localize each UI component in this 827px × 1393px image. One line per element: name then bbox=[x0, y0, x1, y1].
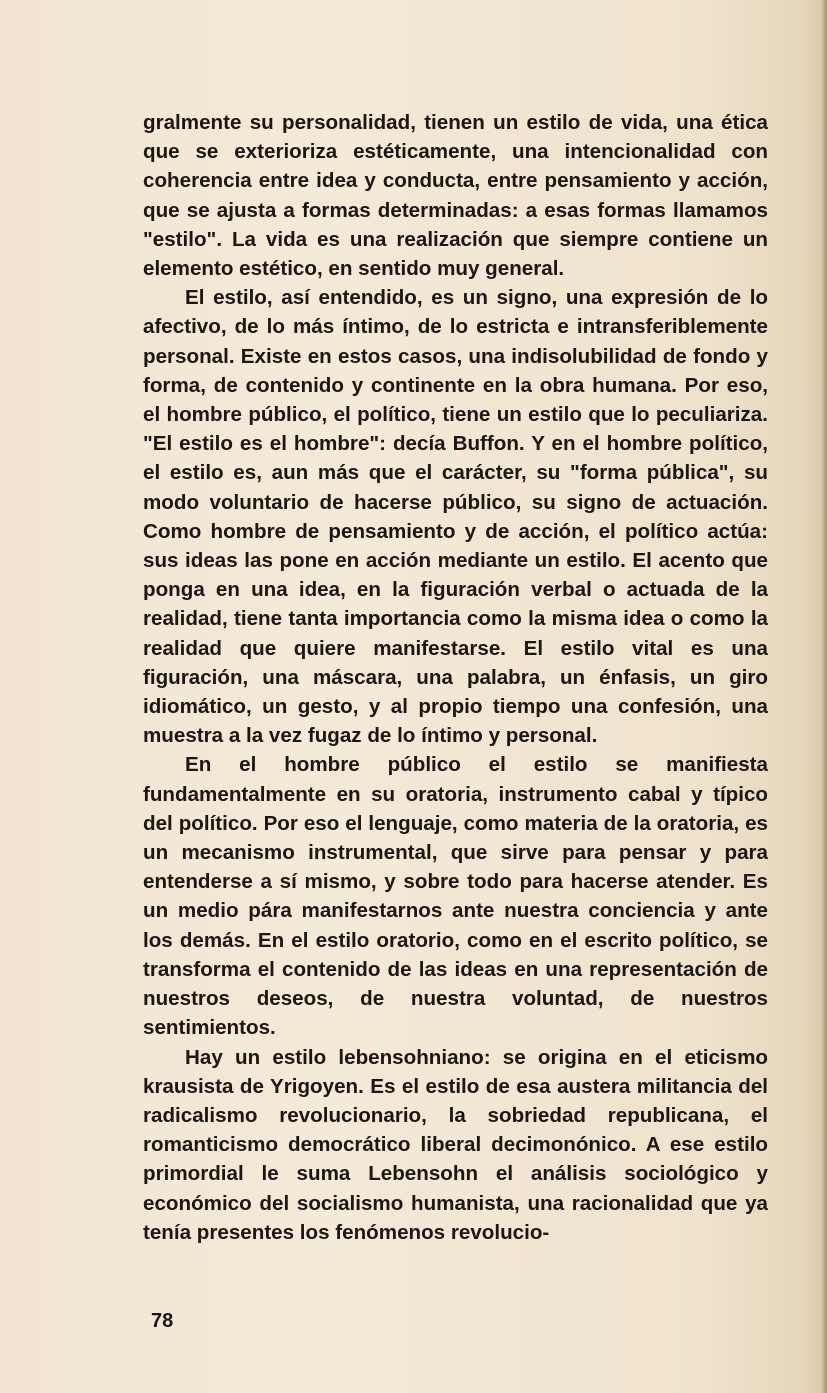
paragraph-2: El estilo, así entendido, es un signo, una expresión de lo afectivo, de lo más íntimo, de lo estricta e intransferiblemente personal. Existe en estos casos, una indisolubilidad de fondo y forma, de contenido y continente en la obra humana. Por eso, el hombre público, el político, tiene un estilo que lo peculiariza. "El estilo es el hombre": decía Buffon. Y en el hombre político, el estilo es, aun más que el carácter, su "forma pública", su modo voluntario de hacerse público, su signo de actuación. Como hombre de pensamiento y de acción, el político actúa: sus ideas las pone en acción mediante un estilo. El acento que ponga en una idea, en la figuración verbal o actuada de la realidad, tiene tanta importancia como la misma idea o como la realidad que quiere manifestarse. El estilo vital es una figuración, una máscara, una palabra, un énfasis, un giro idiomático, un gesto, y al propio tiempo una confesión, una muestra a la vez fugaz de lo íntimo y personal. bbox=[143, 286, 768, 748]
page-number: 78 bbox=[151, 1310, 174, 1332]
paragraph-4: Hay un estilo lebensohniano: se origina en el eticismo krausista de Yrigoyen. Es el estilo de esa austera militancia del radicalismo revolucionario, la sobriedad republicana, el romanticismo democrático liberal decimonónico. A ese estilo primordial le suma Lebensohn el análisis sociológico y económico del socialismo humanista, una racionalidad que ya tenía presentes los fenómenos revolucio- bbox=[143, 1045, 768, 1244]
body-text bbox=[143, 108, 768, 1247]
paragraph-1: gralmente su personalidad, tienen un estilo de vida, una ética que se exterioriza estéticamente, una intencionalidad con coherencia entre idea y conducta, entre pensamiento y acción, que se ajusta a formas determinadas: a esas formas llamamos "estilo". La vida es una realización que siempre contiene un elemento estético, en sentido muy general. bbox=[143, 111, 768, 281]
paragraph-3: En el hombre público el estilo se manifiesta fundamentalmente en su oratoria, instrumento cabal y típico del político. Por eso el lenguaje, como materia de la oratoria, es un mecanismo instrumental, que sirve para pensar y para entenderse a sí mismo, y sobre todo para hacerse atender. Es un medio pára manifestarnos ante nuestra conciencia y ante los demás. En el estilo oratorio, como en el escrito político, se transforma el contenido de las ideas en una representación de nuestros deseos, de nuestra voluntad, de nuestros sentimientos. bbox=[143, 753, 768, 1040]
page-edge-shadow bbox=[821, 0, 827, 1393]
